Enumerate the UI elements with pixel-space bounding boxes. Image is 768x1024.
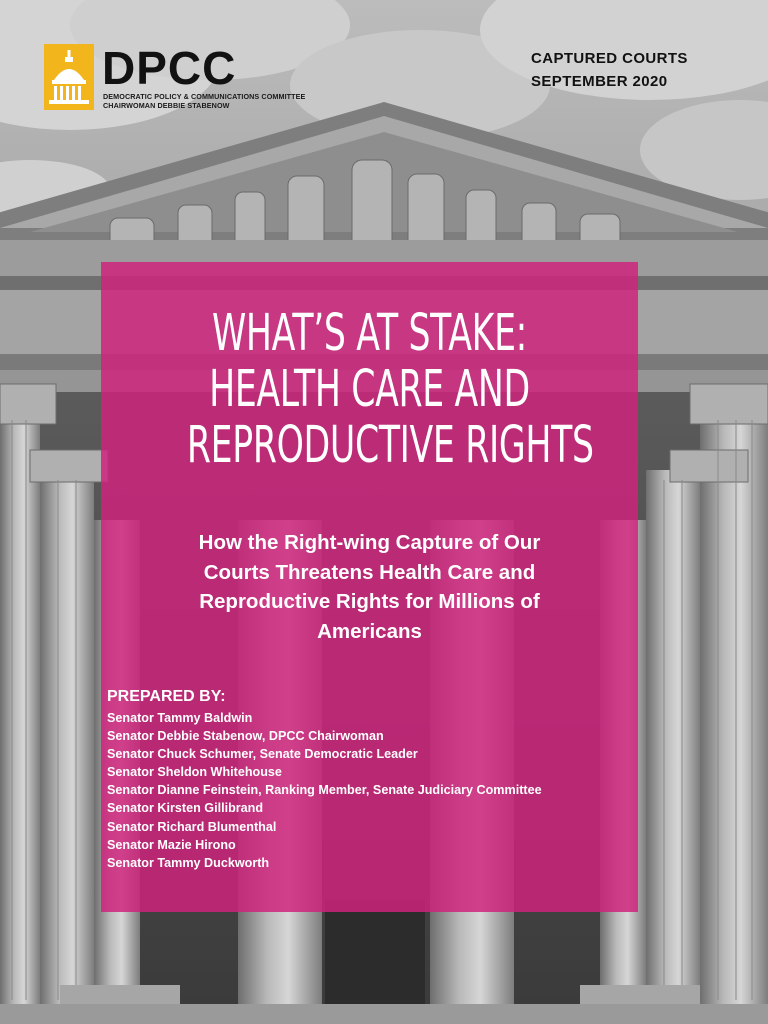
subtitle-line: Americans [317, 619, 422, 643]
report-title [101, 306, 638, 474]
author-item: Senator Tammy Baldwin [107, 711, 253, 725]
author-item: Senator Dianne Feinstein, Ranking Member, Senate Judiciary Committee [107, 783, 542, 798]
author-item: Senator Richard Blumenthal [107, 819, 277, 834]
title-line: HEALTH CARE AND [209, 360, 530, 419]
dpcc-logo [44, 44, 304, 114]
organization-subtitle: DEMOCRATIC POLICY & COMMUNICATIONS COMMITTEE [103, 92, 306, 101]
report-meta [531, 47, 688, 93]
organization-chair: CHAIRWOMAN DEBBIE STABENOW [103, 101, 230, 110]
report-date: SEPTEMBER 2020 [531, 73, 668, 90]
capitol-dome-icon [44, 44, 94, 110]
prepared-by-heading: PREPARED BY: [107, 688, 226, 705]
subtitle-line: Reproductive Rights for Millions of [199, 590, 540, 613]
title-line: REPRODUCTIVE RIGHTS [186, 416, 594, 475]
subtitle-line: Courts Threatens Health Care and [203, 560, 536, 584]
author-item: Senator Tammy Duckworth [107, 855, 270, 870]
title-line: WHAT’S AT STAKE: [211, 304, 528, 363]
prepared-by-section [107, 687, 542, 872]
author-item: Senator Chuck Schumer, Senate Democratic Leader [107, 747, 418, 762]
author-item: Senator Mazie Hirono [107, 837, 236, 852]
report-subtitle [126, 528, 613, 646]
author-item: Senator Kirsten Gillibrand [107, 801, 264, 816]
subtitle-line: How the Right-wing Capture of Our [198, 531, 541, 554]
author-item: Senator Sheldon Whitehouse [107, 765, 282, 780]
author-item: Senator Debbie Stabenow, DPCC Chairwoman [107, 729, 384, 744]
organization-name: DPCC [102, 42, 237, 94]
report-series: CAPTURED COURTS [531, 50, 688, 67]
